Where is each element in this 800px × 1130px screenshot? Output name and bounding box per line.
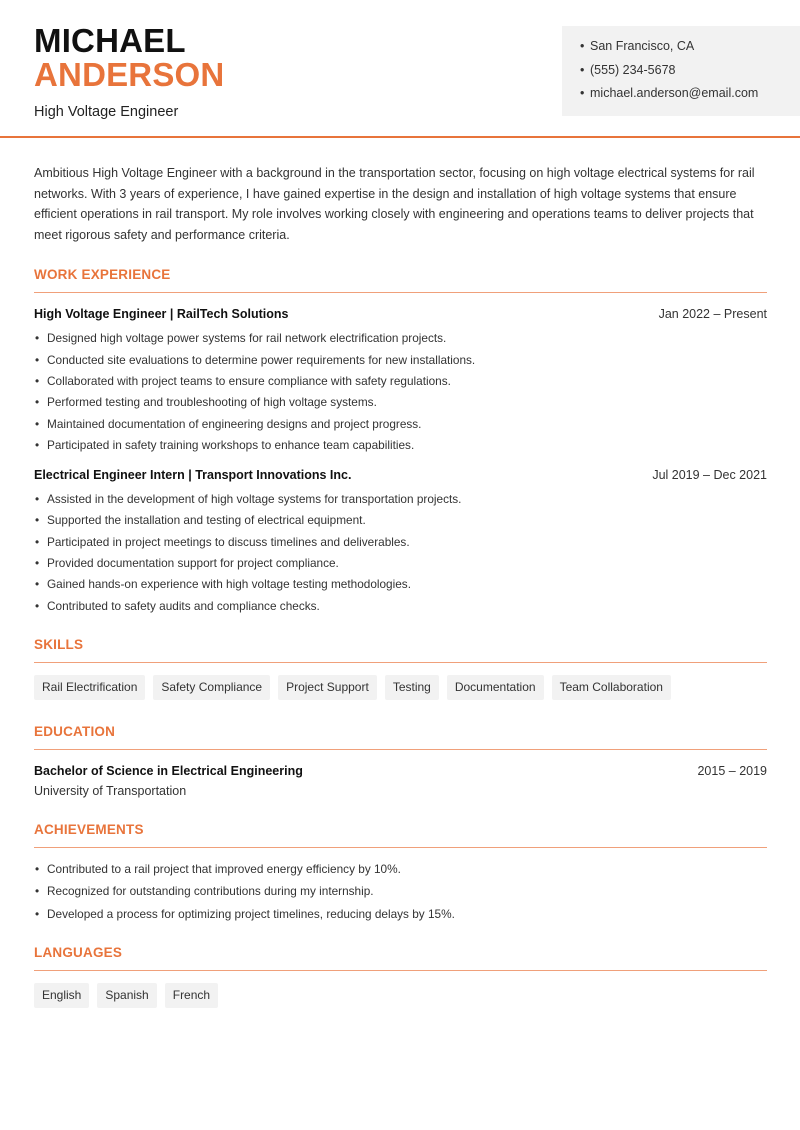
- list-item: • Recognized for outstanding contributions during my internship.: [35, 884, 374, 899]
- list-item: • Participated in project meetings to discuss timelines and deliverables.: [35, 534, 410, 549]
- summary: Ambitious High Voltage Engineer with a background in the transportation sector, focusing on high voltage electrical systems for rail networks. With 3 years of experience, I have gained expertise in the design and installation of high voltage systems that ensure efficient operations in rail transport. My role involves working closely with engineering and operations teams to deliver projects that meet rigorous safety and performance criteria.: [34, 166, 755, 242]
- education-dates: 2015 – 2019: [697, 763, 767, 778]
- job-entry: [34, 468, 767, 619]
- list-item: • Performed testing and troubleshooting of high voltage systems.: [35, 395, 377, 410]
- first-name: MICHAEL: [34, 22, 186, 59]
- list-item: • Developed a process for optimizing project timelines, reducing delays by 15%.: [35, 906, 455, 921]
- section-title-languages: LANGUAGES: [34, 945, 767, 971]
- list-item: • Designed high voltage power systems for rail network electrification projects.: [35, 331, 447, 346]
- list-item: • Supported the installation and testing of electrical equipment.: [35, 513, 366, 528]
- bullet-icon: •: [580, 86, 585, 100]
- school: University of Transportation: [34, 783, 187, 798]
- contact-box: [562, 26, 800, 116]
- skill-tag: Testing: [385, 675, 439, 700]
- bullet-icon: •: [580, 39, 585, 53]
- contact-phone: • (555) 234-5678: [580, 62, 800, 86]
- work-section: [34, 267, 767, 619]
- skills-section: [34, 637, 767, 700]
- list-item: • Conducted site evaluations to determine power requirements for new installations.: [35, 352, 476, 367]
- resume-header: [0, 0, 800, 138]
- achievements-section: [34, 822, 767, 929]
- language-tag: Spanish: [97, 983, 156, 1008]
- language-tags: [34, 983, 767, 1008]
- language-tag: English: [34, 983, 89, 1008]
- languages-section: [34, 945, 767, 1008]
- job-entry: [34, 307, 767, 458]
- list-item: • Collaborated with project teams to ensure compliance with safety regulations.: [35, 373, 451, 388]
- contact-location: • San Francisco, CA: [580, 38, 800, 62]
- list-item: • Gained hands-on experience with high voltage testing methodologies.: [35, 577, 411, 592]
- bullet-icon: •: [580, 62, 585, 77]
- job-title-2: Electrical Engineer Intern | Transport Innovations Inc.: [34, 468, 352, 483]
- skill-tag: Documentation: [447, 675, 544, 700]
- skill-tag: Rail Electrification: [34, 675, 145, 700]
- job-dates-2: Jul 2019 – Dec 2021: [652, 468, 767, 483]
- achievements-list: [34, 861, 767, 929]
- name-block: [34, 24, 224, 120]
- section-title-work: WORK EXPERIENCE: [34, 267, 767, 293]
- section-title-achievements: ACHIEVEMENTS: [34, 822, 767, 848]
- skills-tags: [34, 675, 767, 700]
- skill-tag: Project Support: [278, 675, 377, 700]
- list-item: • Participated in safety training workshops to enhance team capabilities.: [35, 437, 415, 452]
- list-item: • Contributed to safety audits and compliance checks.: [35, 598, 320, 613]
- list-item: • Assisted in the development of high voltage systems for transportation projects.: [35, 492, 462, 507]
- job-bullets-2: [34, 491, 767, 619]
- job-title-1: High Voltage Engineer | RailTech Solutions: [34, 307, 289, 322]
- section-title-skills: SKILLS: [34, 637, 767, 663]
- job-bullets-1: [34, 330, 767, 458]
- list-item: • Provided documentation support for project compliance.: [35, 556, 339, 571]
- list-item: • Maintained documentation of engineering designs and project progress.: [35, 416, 422, 431]
- contact-email: • michael.anderson@email.com: [580, 85, 800, 109]
- skill-tag: Team Collaboration: [552, 675, 671, 700]
- education-section: [34, 724, 767, 798]
- resume-content: [34, 163, 767, 1008]
- list-item: • Contributed to a rail project that improved energy efficiency by 10%.: [35, 861, 401, 876]
- language-tag: French: [165, 983, 218, 1008]
- section-title-education: EDUCATION: [34, 724, 767, 750]
- degree: Bachelor of Science in Electrical Engineering: [34, 763, 303, 778]
- job-dates-1: Jan 2022 – Present: [658, 307, 767, 322]
- last-name: ANDERSON: [34, 56, 225, 93]
- skill-tag: Safety Compliance: [153, 675, 270, 700]
- job-title: High Voltage Engineer: [34, 104, 179, 120]
